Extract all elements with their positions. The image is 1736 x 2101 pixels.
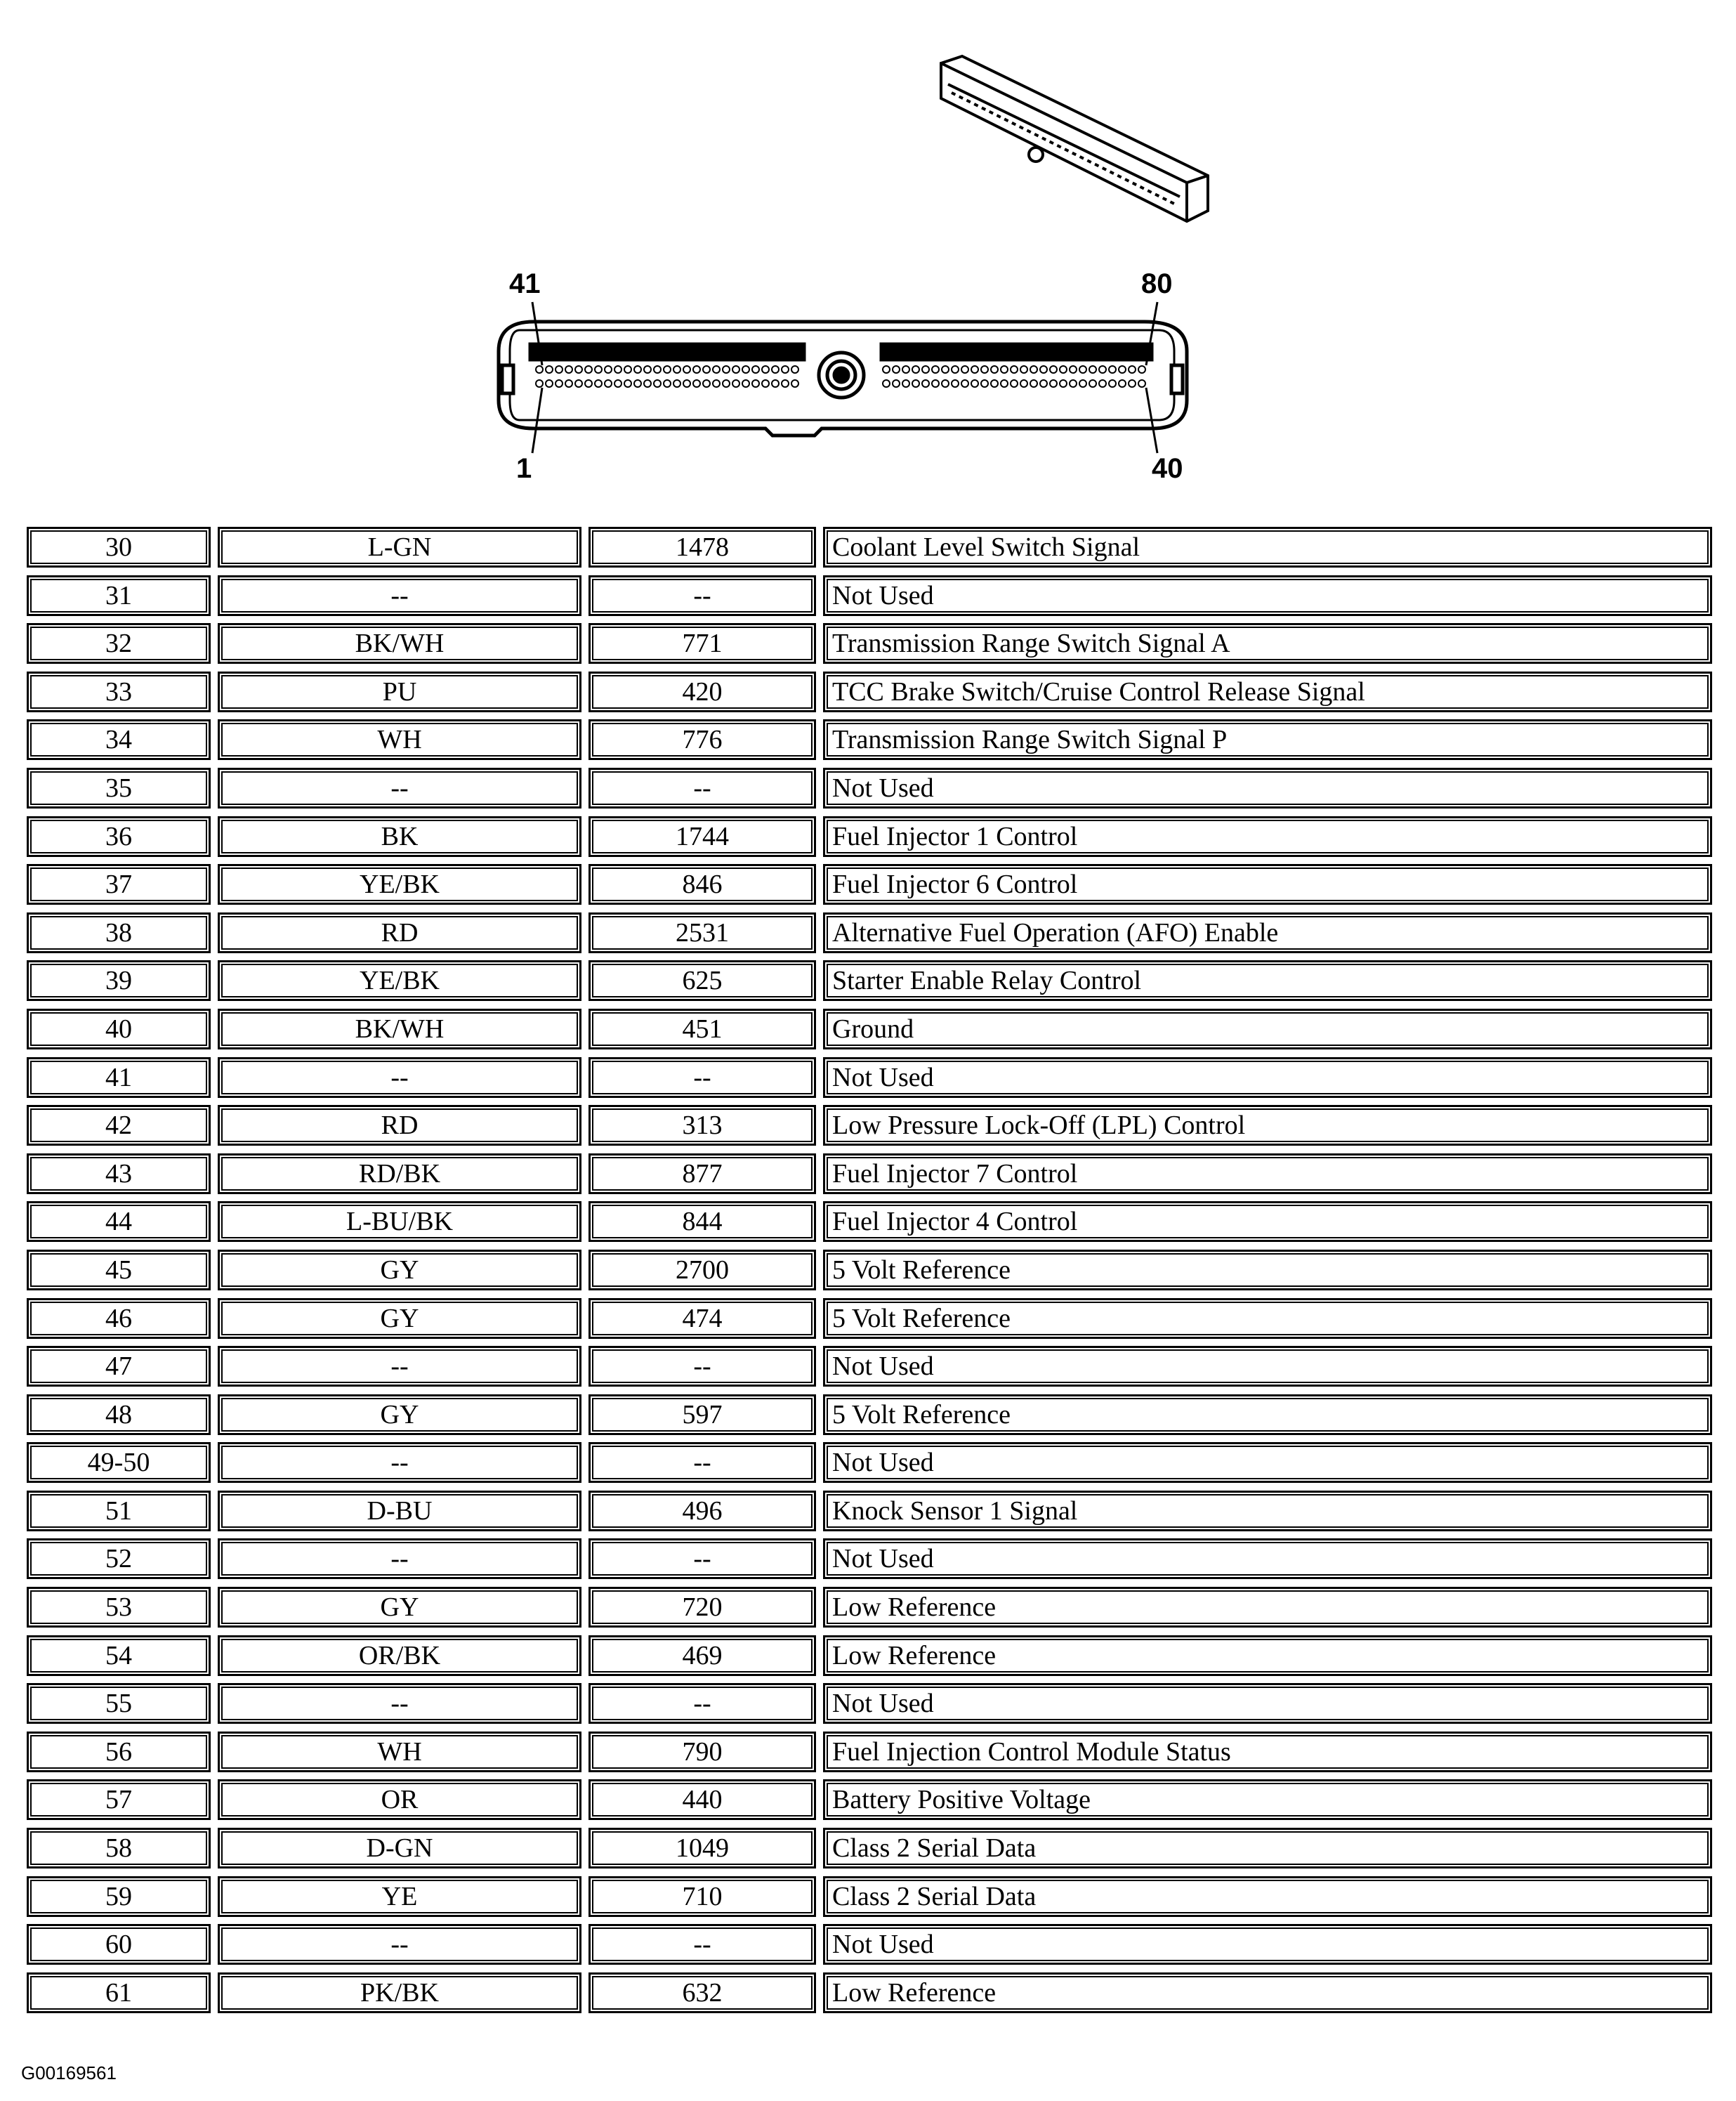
circuit-number-cell: --	[588, 1346, 816, 1387]
wire-color-cell: --	[218, 575, 581, 616]
pin-cavity	[546, 366, 553, 373]
wire-color-cell: --	[218, 1057, 581, 1098]
function-cell: Alternative Fuel Operation (AFO) Enable	[823, 912, 1712, 953]
pin-cavity	[971, 366, 978, 373]
function-cell: Transmission Range Switch Signal P	[823, 719, 1712, 760]
wire-color-cell: YE	[218, 1876, 581, 1917]
pin-cavity	[732, 366, 739, 373]
circuit-number-cell: 1478	[588, 527, 816, 568]
pin-cavity	[1050, 380, 1057, 387]
pin-number-cell: 34	[27, 719, 211, 760]
pin-cavity	[893, 380, 900, 387]
function-cell: Not Used	[823, 575, 1712, 616]
pin-cavity	[673, 380, 680, 387]
pin-cavity	[664, 366, 671, 373]
pin-cavity	[693, 366, 700, 373]
pin-cavity	[1001, 366, 1008, 373]
circuit-number-cell: --	[588, 1442, 816, 1483]
connector-3d-view	[941, 56, 1208, 221]
connector-diagram	[0, 0, 1736, 506]
pin-number-cell: 57	[27, 1779, 211, 1820]
pin-cavity	[614, 366, 622, 373]
wire-color-cell: --	[218, 1442, 581, 1483]
table-row	[27, 1056, 1712, 1104]
function-cell: Low Pressure Lock-Off (LPL) Control	[823, 1105, 1712, 1146]
pin-number-cell: 44	[27, 1201, 211, 1242]
table-row	[27, 911, 1712, 960]
table-row	[27, 1971, 1712, 2020]
pin-number-cell: 48	[27, 1394, 211, 1435]
pin-cavity	[902, 380, 909, 387]
function-cell: Ground	[823, 1009, 1712, 1049]
function-cell: 5 Volt Reference	[823, 1250, 1712, 1290]
table-row	[27, 670, 1712, 719]
pin-cavity	[1050, 366, 1057, 373]
pin-cavity	[912, 366, 919, 373]
table-row	[27, 1104, 1712, 1152]
pinout-table	[27, 525, 1712, 2019]
pin-cavity	[644, 366, 651, 373]
wire-color-cell: L-GN	[218, 527, 581, 568]
wire-color-cell: --	[218, 1538, 581, 1579]
pin-cavity	[883, 366, 890, 373]
pin-cavity	[1119, 380, 1126, 387]
table-row	[27, 1297, 1712, 1345]
wire-color-cell: OR	[218, 1779, 581, 1820]
pin-number-cell: 35	[27, 768, 211, 809]
pin-cavity	[922, 366, 929, 373]
function-cell: Starter Enable Relay Control	[823, 960, 1712, 1001]
pin-cavity	[1060, 366, 1067, 373]
circuit-number-cell: 313	[588, 1105, 816, 1146]
function-cell: Not Used	[823, 1538, 1712, 1579]
pin-cavity	[1020, 366, 1027, 373]
wire-color-cell: WH	[218, 719, 581, 760]
pin-cavity	[634, 380, 641, 387]
function-cell: Transmission Range Switch Signal A	[823, 623, 1712, 664]
pin-number-cell: 45	[27, 1250, 211, 1290]
circuit-number-cell: 625	[588, 960, 816, 1001]
pin-cavity	[932, 380, 939, 387]
table-row	[27, 1152, 1712, 1200]
function-cell: Not Used	[823, 768, 1712, 809]
table-row	[27, 1344, 1712, 1393]
pin-number-cell: 37	[27, 864, 211, 905]
wire-color-cell: --	[218, 1683, 581, 1724]
pin-cavity	[536, 366, 543, 373]
table-row	[27, 1007, 1712, 1056]
pin-label-1: 1	[516, 453, 532, 484]
function-cell: Low Reference	[823, 1635, 1712, 1676]
function-cell: Fuel Injector 7 Control	[823, 1153, 1712, 1194]
pin-cavity	[932, 366, 939, 373]
pin-cavity	[703, 366, 710, 373]
function-cell: Class 2 Serial Data	[823, 1828, 1712, 1868]
wire-color-cell: --	[218, 1346, 581, 1387]
pin-cavity	[565, 380, 572, 387]
function-cell: Low Reference	[823, 1972, 1712, 2013]
pin-cavity	[782, 366, 789, 373]
circuit-number-cell: 790	[588, 1732, 816, 1772]
table-row	[27, 1585, 1712, 1634]
table-row	[27, 1826, 1712, 1875]
pin-cavity	[1011, 380, 1018, 387]
function-cell: Not Used	[823, 1683, 1712, 1724]
pin-cavity	[555, 380, 563, 387]
pin-cavity	[1129, 366, 1136, 373]
pin-cavity	[713, 366, 720, 373]
pin-cavity	[605, 380, 612, 387]
wire-color-cell: YE/BK	[218, 864, 581, 905]
function-cell: Knock Sensor 1 Signal	[823, 1491, 1712, 1531]
function-cell: Fuel Injector 4 Control	[823, 1201, 1712, 1242]
pin-cavity	[693, 380, 700, 387]
circuit-number-cell: 771	[588, 623, 816, 664]
pin-cavity	[791, 380, 798, 387]
table-row	[27, 1537, 1712, 1585]
function-cell: Battery Positive Voltage	[823, 1779, 1712, 1820]
circuit-number-cell: 1744	[588, 816, 816, 857]
pin-cavity	[772, 380, 779, 387]
pin-cavity	[605, 366, 612, 373]
pin-cavity	[546, 380, 553, 387]
table-row	[27, 622, 1712, 670]
pin-cavity	[654, 380, 661, 387]
pin-cavity	[1109, 366, 1116, 373]
pin-number-cell: 59	[27, 1876, 211, 1917]
pin-cavity	[902, 366, 909, 373]
table-row	[27, 863, 1712, 911]
pin-cavity	[1119, 366, 1126, 373]
wire-color-cell: RD	[218, 912, 581, 953]
pin-cavity	[1138, 380, 1145, 387]
circuit-number-cell: 846	[588, 864, 816, 905]
wire-color-cell: GY	[218, 1298, 581, 1339]
wire-color-cell: OR/BK	[218, 1635, 581, 1676]
wire-color-cell: GY	[218, 1250, 581, 1290]
pin-cavity	[555, 366, 563, 373]
pin-number-cell: 30	[27, 527, 211, 568]
table-row	[27, 1634, 1712, 1682]
pin-number-cell: 46	[27, 1298, 211, 1339]
pin-cavity	[595, 366, 602, 373]
table-row	[27, 1393, 1712, 1441]
function-cell: Not Used	[823, 1346, 1712, 1387]
pin-number-cell: 39	[27, 960, 211, 1001]
figure-id: G00169561	[21, 2062, 117, 2083]
pin-number-cell: 32	[27, 623, 211, 664]
table-row	[27, 815, 1712, 863]
wire-color-cell: D-GN	[218, 1828, 581, 1868]
circuit-number-cell: --	[588, 1057, 816, 1098]
table-row	[27, 1248, 1712, 1297]
connector-face	[499, 322, 1187, 436]
wire-color-cell: BK	[218, 816, 581, 857]
pin-cavity	[595, 380, 602, 387]
pin-cavity	[536, 380, 543, 387]
table-row	[27, 525, 1712, 574]
pin-cavity	[1011, 366, 1018, 373]
circuit-number-cell: 720	[588, 1587, 816, 1628]
circuit-number-cell: --	[588, 768, 816, 809]
pin-number-cell: 56	[27, 1732, 211, 1772]
table-row	[27, 1730, 1712, 1779]
pin-cavity	[883, 380, 890, 387]
circuit-number-cell: --	[588, 1924, 816, 1965]
function-cell: Not Used	[823, 1442, 1712, 1483]
pin-cavity	[922, 380, 929, 387]
pin-cavity	[644, 380, 651, 387]
function-cell: Fuel Injector 6 Control	[823, 864, 1712, 905]
pin-cavity	[942, 366, 949, 373]
pin-cavity	[991, 366, 998, 373]
wire-color-cell: D-BU	[218, 1491, 581, 1531]
function-cell: Not Used	[823, 1057, 1712, 1098]
function-cell: Fuel Injector 1 Control	[823, 816, 1712, 857]
pin-cavity	[1040, 366, 1047, 373]
circuit-number-cell: 710	[588, 1876, 816, 1917]
pin-cavity	[732, 380, 739, 387]
function-cell: Not Used	[823, 1924, 1712, 1965]
pin-cavity	[1089, 380, 1096, 387]
function-cell: Low Reference	[823, 1587, 1712, 1628]
pin-cavity	[1001, 380, 1008, 387]
table-row	[27, 1489, 1712, 1538]
pin-label-80: 80	[1141, 268, 1173, 299]
pin-cavity	[961, 366, 968, 373]
table-row	[27, 1875, 1712, 1923]
circuit-number-cell: 469	[588, 1635, 816, 1676]
pin-number-cell: 38	[27, 912, 211, 953]
pin-number-cell: 55	[27, 1683, 211, 1724]
circuit-number-cell: 474	[588, 1298, 816, 1339]
pin-cavity	[683, 380, 690, 387]
pin-cavity	[782, 380, 789, 387]
pin-cavity	[1060, 380, 1067, 387]
pin-cavity	[981, 380, 988, 387]
pin-number-cell: 41	[27, 1057, 211, 1098]
pin-cavity	[961, 380, 968, 387]
pin-number-cell: 40	[27, 1009, 211, 1049]
circuit-number-cell: --	[588, 1538, 816, 1579]
pin-cavity	[991, 380, 998, 387]
table-row	[27, 1778, 1712, 1826]
pin-label-41: 41	[509, 268, 541, 299]
pin-number-cell: 54	[27, 1635, 211, 1676]
pin-number-cell: 61	[27, 1972, 211, 2013]
pin-number-cell: 33	[27, 672, 211, 712]
table-row	[27, 574, 1712, 622]
pin-number-cell: 47	[27, 1346, 211, 1387]
wire-color-cell: PU	[218, 672, 581, 712]
function-cell: 5 Volt Reference	[823, 1298, 1712, 1339]
pin-cavity	[791, 366, 798, 373]
pin-cavity	[723, 380, 730, 387]
wire-color-cell: GY	[218, 1394, 581, 1435]
circuit-number-cell: 1049	[588, 1828, 816, 1868]
pin-cavity	[1079, 366, 1086, 373]
pin-number-cell: 52	[27, 1538, 211, 1579]
connector-illustration	[0, 0, 1736, 506]
pin-cavity	[1099, 380, 1106, 387]
pin-cavity	[1079, 380, 1086, 387]
circuit-number-cell: 2531	[588, 912, 816, 953]
wire-color-cell: BK/WH	[218, 1009, 581, 1049]
wire-color-cell: RD/BK	[218, 1153, 581, 1194]
pin-cavity	[1040, 380, 1047, 387]
pin-cavity	[1020, 380, 1027, 387]
pin-cavity	[634, 366, 641, 373]
pin-cavity	[723, 366, 730, 373]
pin-number-cell: 60	[27, 1924, 211, 1965]
wire-color-cell: --	[218, 1924, 581, 1965]
pin-cavity	[585, 380, 592, 387]
pin-cavity	[1030, 366, 1037, 373]
wire-color-cell: L-BU/BK	[218, 1201, 581, 1242]
pin-cavity	[971, 380, 978, 387]
circuit-number-cell: --	[588, 575, 816, 616]
pin-cavity	[912, 380, 919, 387]
circuit-number-cell: 877	[588, 1153, 816, 1194]
wire-color-cell: PK/BK	[218, 1972, 581, 2013]
pin-cavity	[683, 366, 690, 373]
pin-cavity	[1129, 380, 1136, 387]
pin-cavity	[664, 380, 671, 387]
wire-color-cell: WH	[218, 1732, 581, 1772]
pin-cavity	[575, 366, 582, 373]
pin-number-cell: 51	[27, 1491, 211, 1531]
pin-cavity	[654, 366, 661, 373]
function-cell: TCC Brake Switch/Cruise Control Release Signal	[823, 672, 1712, 712]
pin-cavity	[762, 380, 769, 387]
pin-cavity	[713, 380, 720, 387]
table-row	[27, 718, 1712, 766]
pin-cavity	[952, 380, 959, 387]
pin-number-cell: 53	[27, 1587, 211, 1628]
pin-cavity	[942, 380, 949, 387]
pin-cavity	[742, 380, 749, 387]
circuit-number-cell: 420	[588, 672, 816, 712]
pin-number-cell: 58	[27, 1828, 211, 1868]
circuit-number-cell: 451	[588, 1009, 816, 1049]
pin-cavity	[1109, 380, 1116, 387]
pin-cavity	[752, 366, 759, 373]
wire-color-cell: BK/WH	[218, 623, 581, 664]
pin-cavity	[1030, 380, 1037, 387]
pin-cavity	[1070, 366, 1077, 373]
pin-number-cell: 42	[27, 1105, 211, 1146]
table-row	[27, 766, 1712, 815]
pin-cavity	[893, 366, 900, 373]
wire-color-cell: YE/BK	[218, 960, 581, 1001]
function-cell: Coolant Level Switch Signal	[823, 527, 1712, 568]
wire-color-cell: --	[218, 768, 581, 809]
pin-cavity	[952, 366, 959, 373]
circuit-number-cell: 844	[588, 1201, 816, 1242]
pin-cavity	[1099, 366, 1106, 373]
pin-cavity	[585, 366, 592, 373]
pin-cavity	[703, 380, 710, 387]
wire-color-cell: RD	[218, 1105, 581, 1146]
circuit-number-cell: 632	[588, 1972, 816, 2013]
pin-cavity	[752, 380, 759, 387]
pin-cavity	[624, 380, 631, 387]
pin-cavity	[742, 366, 749, 373]
function-cell: 5 Volt Reference	[823, 1394, 1712, 1435]
wire-color-cell: GY	[218, 1587, 581, 1628]
pin-cavity	[762, 366, 769, 373]
pin-cavity	[673, 366, 680, 373]
pin-number-cell: 43	[27, 1153, 211, 1194]
pin-number-cell: 49-50	[27, 1442, 211, 1483]
table-row	[27, 1441, 1712, 1489]
pin-cavity	[1089, 366, 1096, 373]
circuit-number-cell: --	[588, 1683, 816, 1724]
pin-number-cell: 31	[27, 575, 211, 616]
function-cell: Fuel Injection Control Module Status	[823, 1732, 1712, 1772]
circuit-number-cell: 496	[588, 1491, 816, 1531]
table-row	[27, 1923, 1712, 1971]
pin-cavity	[565, 366, 572, 373]
circuit-number-cell: 440	[588, 1779, 816, 1820]
circuit-number-cell: 597	[588, 1394, 816, 1435]
table-row	[27, 1682, 1712, 1730]
circuit-number-cell: 2700	[588, 1250, 816, 1290]
pin-cavity	[981, 366, 988, 373]
table-row	[27, 959, 1712, 1007]
table-row	[27, 1200, 1712, 1248]
pin-number-cell: 36	[27, 816, 211, 857]
pin-cavity	[614, 380, 622, 387]
circuit-number-cell: 776	[588, 719, 816, 760]
pin-cavity	[1138, 366, 1145, 373]
pin-cavity	[1070, 380, 1077, 387]
pin-cavity	[772, 366, 779, 373]
pin-cavity	[624, 366, 631, 373]
pin-cavity	[575, 380, 582, 387]
pin-label-40: 40	[1152, 453, 1183, 484]
function-cell: Class 2 Serial Data	[823, 1876, 1712, 1917]
